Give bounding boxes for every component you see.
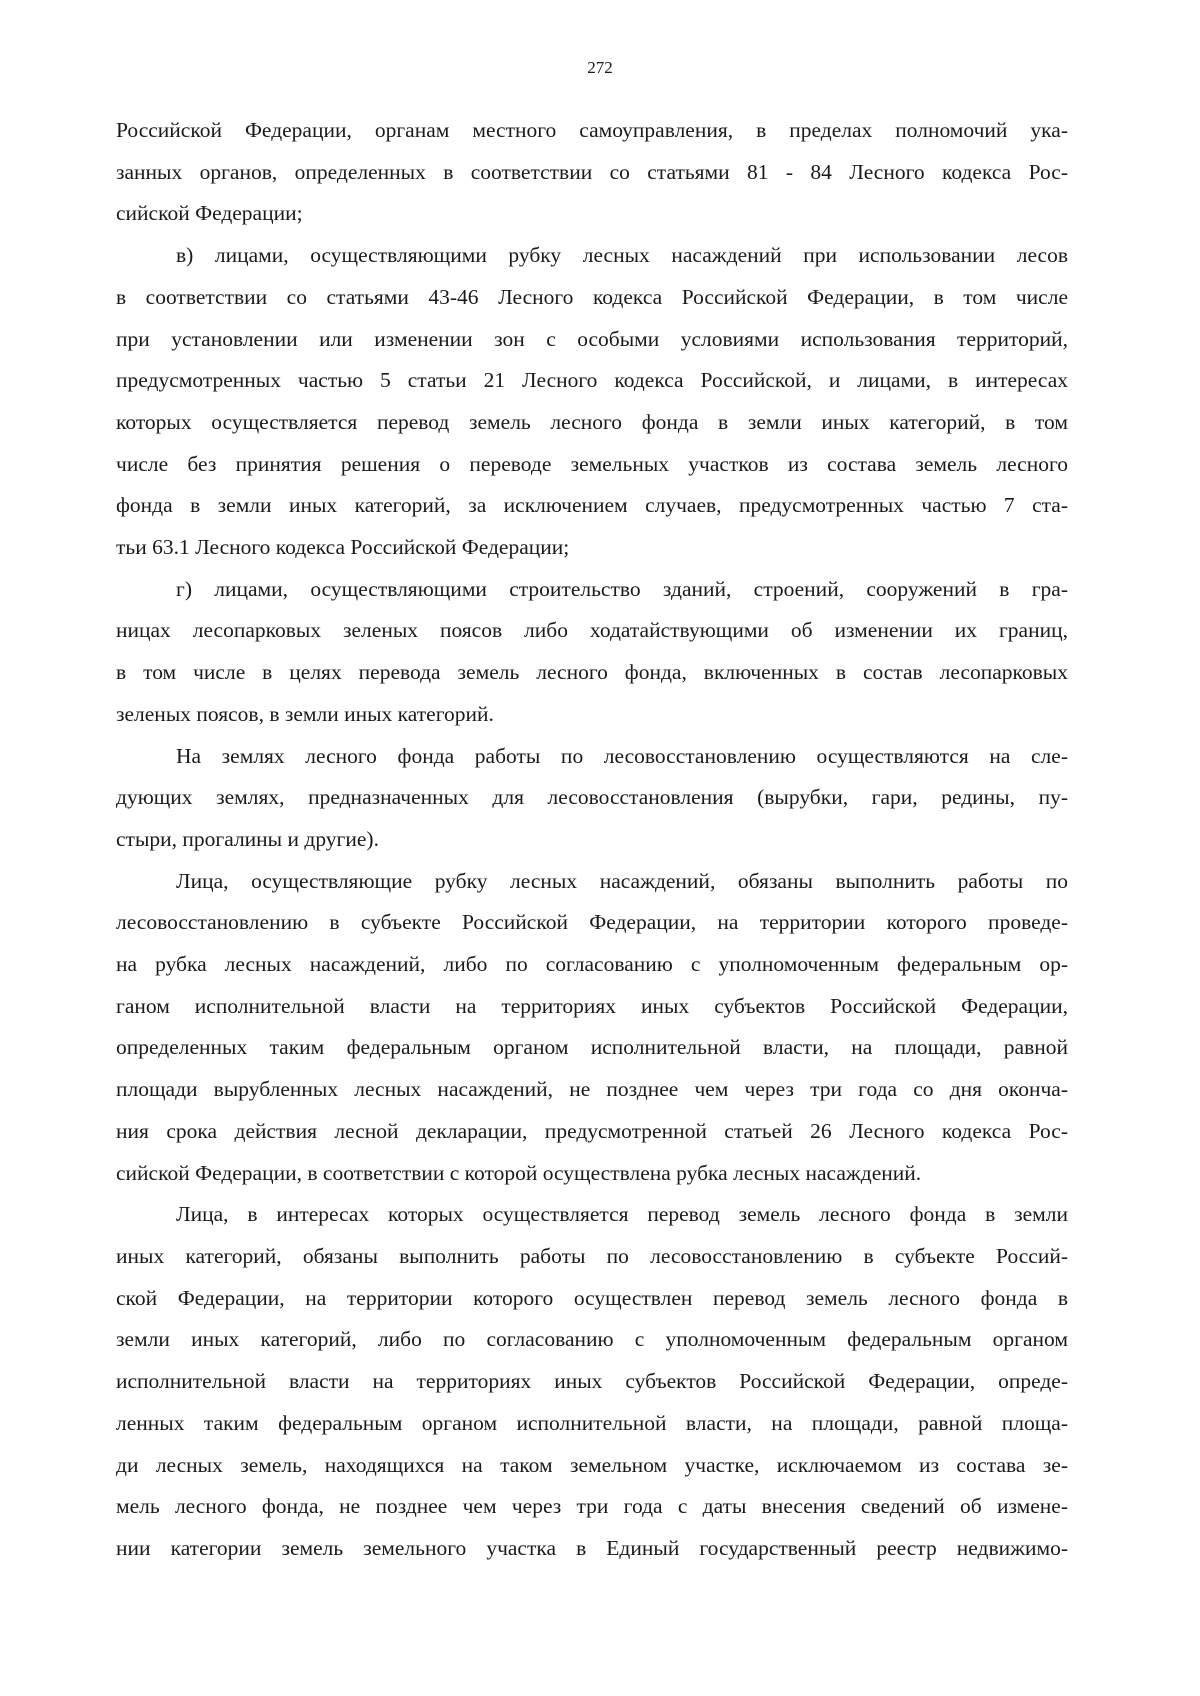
text-line: Российской Федерации, органам местного самоуправления, в пределах полномочий ука-: [116, 118, 1068, 142]
text-line: в соответствии со статьями 43-46 Лесного кодекса Российской Федерации, в том числе: [116, 284, 1068, 309]
text-line: фонда в земли иных категорий, за исключением случаев, предусмотренных частью 7 ста-: [116, 493, 1068, 518]
text-line: дующих землях, предназначенных для лесовосстановления (вырубки, гари, редины, пу-: [116, 785, 1068, 810]
page-number: 272: [587, 58, 613, 77]
text-line: определенных таким федеральным органом исполнительной власти, на площади, равной: [116, 1035, 1068, 1060]
text-line: исполнительной власти на территориях иных субъектов Российской Федерации, опреде-: [116, 1369, 1068, 1394]
paragraph-p5: [116, 861, 1068, 1195]
text-line: числе без принятия решения о переводе земельных участков из состава земель лесного: [116, 451, 1068, 476]
paragraph-p1: [116, 110, 1068, 235]
text-line: зеленых поясов, в земли иных категорий.: [116, 701, 494, 726]
text-line: иных категорий, обязаны выполнить работы по лесовосстановлению в субъекте Россий-: [116, 1243, 1068, 1268]
text-line: земли иных категорий, либо по согласованию с уполномоченным федеральным органом: [116, 1327, 1068, 1352]
text-line: ния срока действия лесной декларации, предусмотренной статьей 26 Лесного кодекса Рос-: [116, 1118, 1068, 1143]
text-line: ленных таким федеральным органом исполнительной власти, на площади, равной площа-: [116, 1410, 1068, 1435]
paragraph-p6: [116, 1194, 1068, 1569]
text-line: предусмотренных частью 5 статьи 21 Лесного кодекса Российской, и лицами, в интересах: [116, 368, 1068, 393]
text-line: На землях лесного фонда работы по лесовосстановлению осуществляются на сле-: [176, 743, 1068, 768]
paragraph-p3: [116, 569, 1068, 736]
text-line: тьи 63.1 Лесного кодекса Российской Федерации;: [116, 535, 570, 560]
text-line: сийской Федерации;: [116, 201, 303, 226]
paragraph-p2: [116, 235, 1068, 569]
text-line: стыри, прогалины и другие).: [116, 826, 379, 851]
text-line: которых осуществляется перевод земель лесного фонда в земли иных категорий, в том: [116, 409, 1068, 434]
text-line: в том числе в целях перевода земель лесного фонда, включенных в состав лесопарковых: [116, 660, 1068, 685]
text-line: Лица, осуществляющие рубку лесных насаждений, обязаны выполнить работы по: [176, 868, 1068, 893]
text-line: ницах лесопарковых зеленых поясов либо ходатайствующими об изменении их границ,: [116, 618, 1068, 643]
text-line: в) лицами, осуществляющими рубку лесных насаждений при использовании лесов: [176, 243, 1068, 268]
text-line: сийской Федерации, в соответствии с которой осуществлена рубка лесных насаждений.: [116, 1160, 922, 1185]
text-line: лесовосстановлению в субъекте Российской Федерации, на территории которого проведе-: [116, 910, 1068, 935]
text-line: площади вырубленных лесных насаждений, не позднее чем через три года со дня оконча-: [116, 1077, 1068, 1102]
text-line: мель лесного фонда, не позднее чем через три года с даты внесения сведений об измене-: [116, 1494, 1068, 1519]
text-line: при установлении или изменении зон с особыми условиями использования территорий,: [116, 326, 1068, 351]
paragraph-p4: [116, 736, 1068, 861]
text-line: занных органов, определенных в соответствии со статьями 81 - 84 Лесного кодекса Рос-: [116, 159, 1068, 184]
text-line: на рубка лесных насаждений, либо по согласованию с уполномоченным федеральным ор-: [116, 952, 1068, 977]
document-body: [116, 110, 1068, 1570]
text-line: нии категории земель земельного участка в Единый государственный реестр недвижимо-: [116, 1535, 1068, 1560]
text-line: ганом исполнительной власти на территориях иных субъектов Российской Федерации,: [116, 993, 1068, 1018]
text-line: ди лесных земель, находящихся на таком земельном участке, исключаемом из состава зе-: [116, 1452, 1068, 1477]
text-line: ской Федерации, на территории которого осуществлен перевод земель лесного фонда в: [116, 1285, 1068, 1310]
text-line: Лица, в интересах которых осуществляется перевод земель лесного фонда в земли: [176, 1202, 1068, 1227]
text-line: г) лицами, осуществляющими строительство зданий, строений, сооружений в гра-: [176, 576, 1068, 601]
